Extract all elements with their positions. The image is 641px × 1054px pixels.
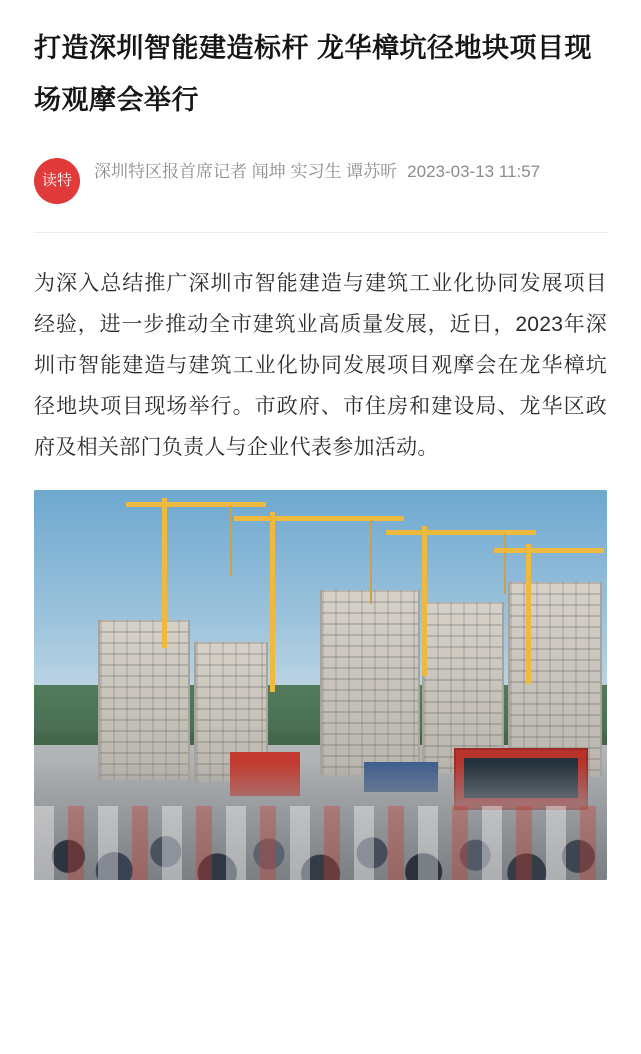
crane-jib-1 xyxy=(126,502,266,507)
crane-jib-4 xyxy=(494,548,604,553)
crane-mast-2 xyxy=(270,512,275,692)
crane-wire-2 xyxy=(370,520,372,604)
crane-mast-1 xyxy=(162,498,167,648)
crane-wire-1 xyxy=(230,506,232,576)
audience-chairs xyxy=(34,806,607,880)
building-1 xyxy=(98,620,190,780)
crane-jib-2 xyxy=(234,516,404,521)
byline-text xyxy=(94,156,540,188)
source-badge[interactable]: 读特 xyxy=(34,158,80,204)
article-paragraph: 为深入总结推广深圳市智能建造与建筑工业化协同发展项目经验，进一步推动全市建筑业高质量发展，近日，2023年深圳市智能建造与建筑工业化协同发展项目观摩会在龙华樟坑径地块项目现场举行。市政府、市住房和建设局、龙华区政府及相关部门负责人与企业代表参加活动。 xyxy=(34,272,607,459)
crane-mast-4 xyxy=(526,544,531,684)
byline-author: 深圳特区报首席记者 闻坤 实习生 谭苏昕 xyxy=(94,162,398,181)
crane-wire-3 xyxy=(504,534,506,594)
building-3 xyxy=(320,590,420,775)
crane-mast-3 xyxy=(422,526,427,676)
byline xyxy=(34,156,607,204)
article-image xyxy=(34,490,607,880)
header-divider xyxy=(34,232,607,233)
byline-timestamp: 2023-03-13 11:57 xyxy=(407,162,541,181)
article-body xyxy=(34,263,607,468)
crane-jib-3 xyxy=(386,530,536,535)
page-title: 打造深圳智能建造标杆 龙华樟坑径地块项目现场观摩会举行 xyxy=(34,33,593,115)
